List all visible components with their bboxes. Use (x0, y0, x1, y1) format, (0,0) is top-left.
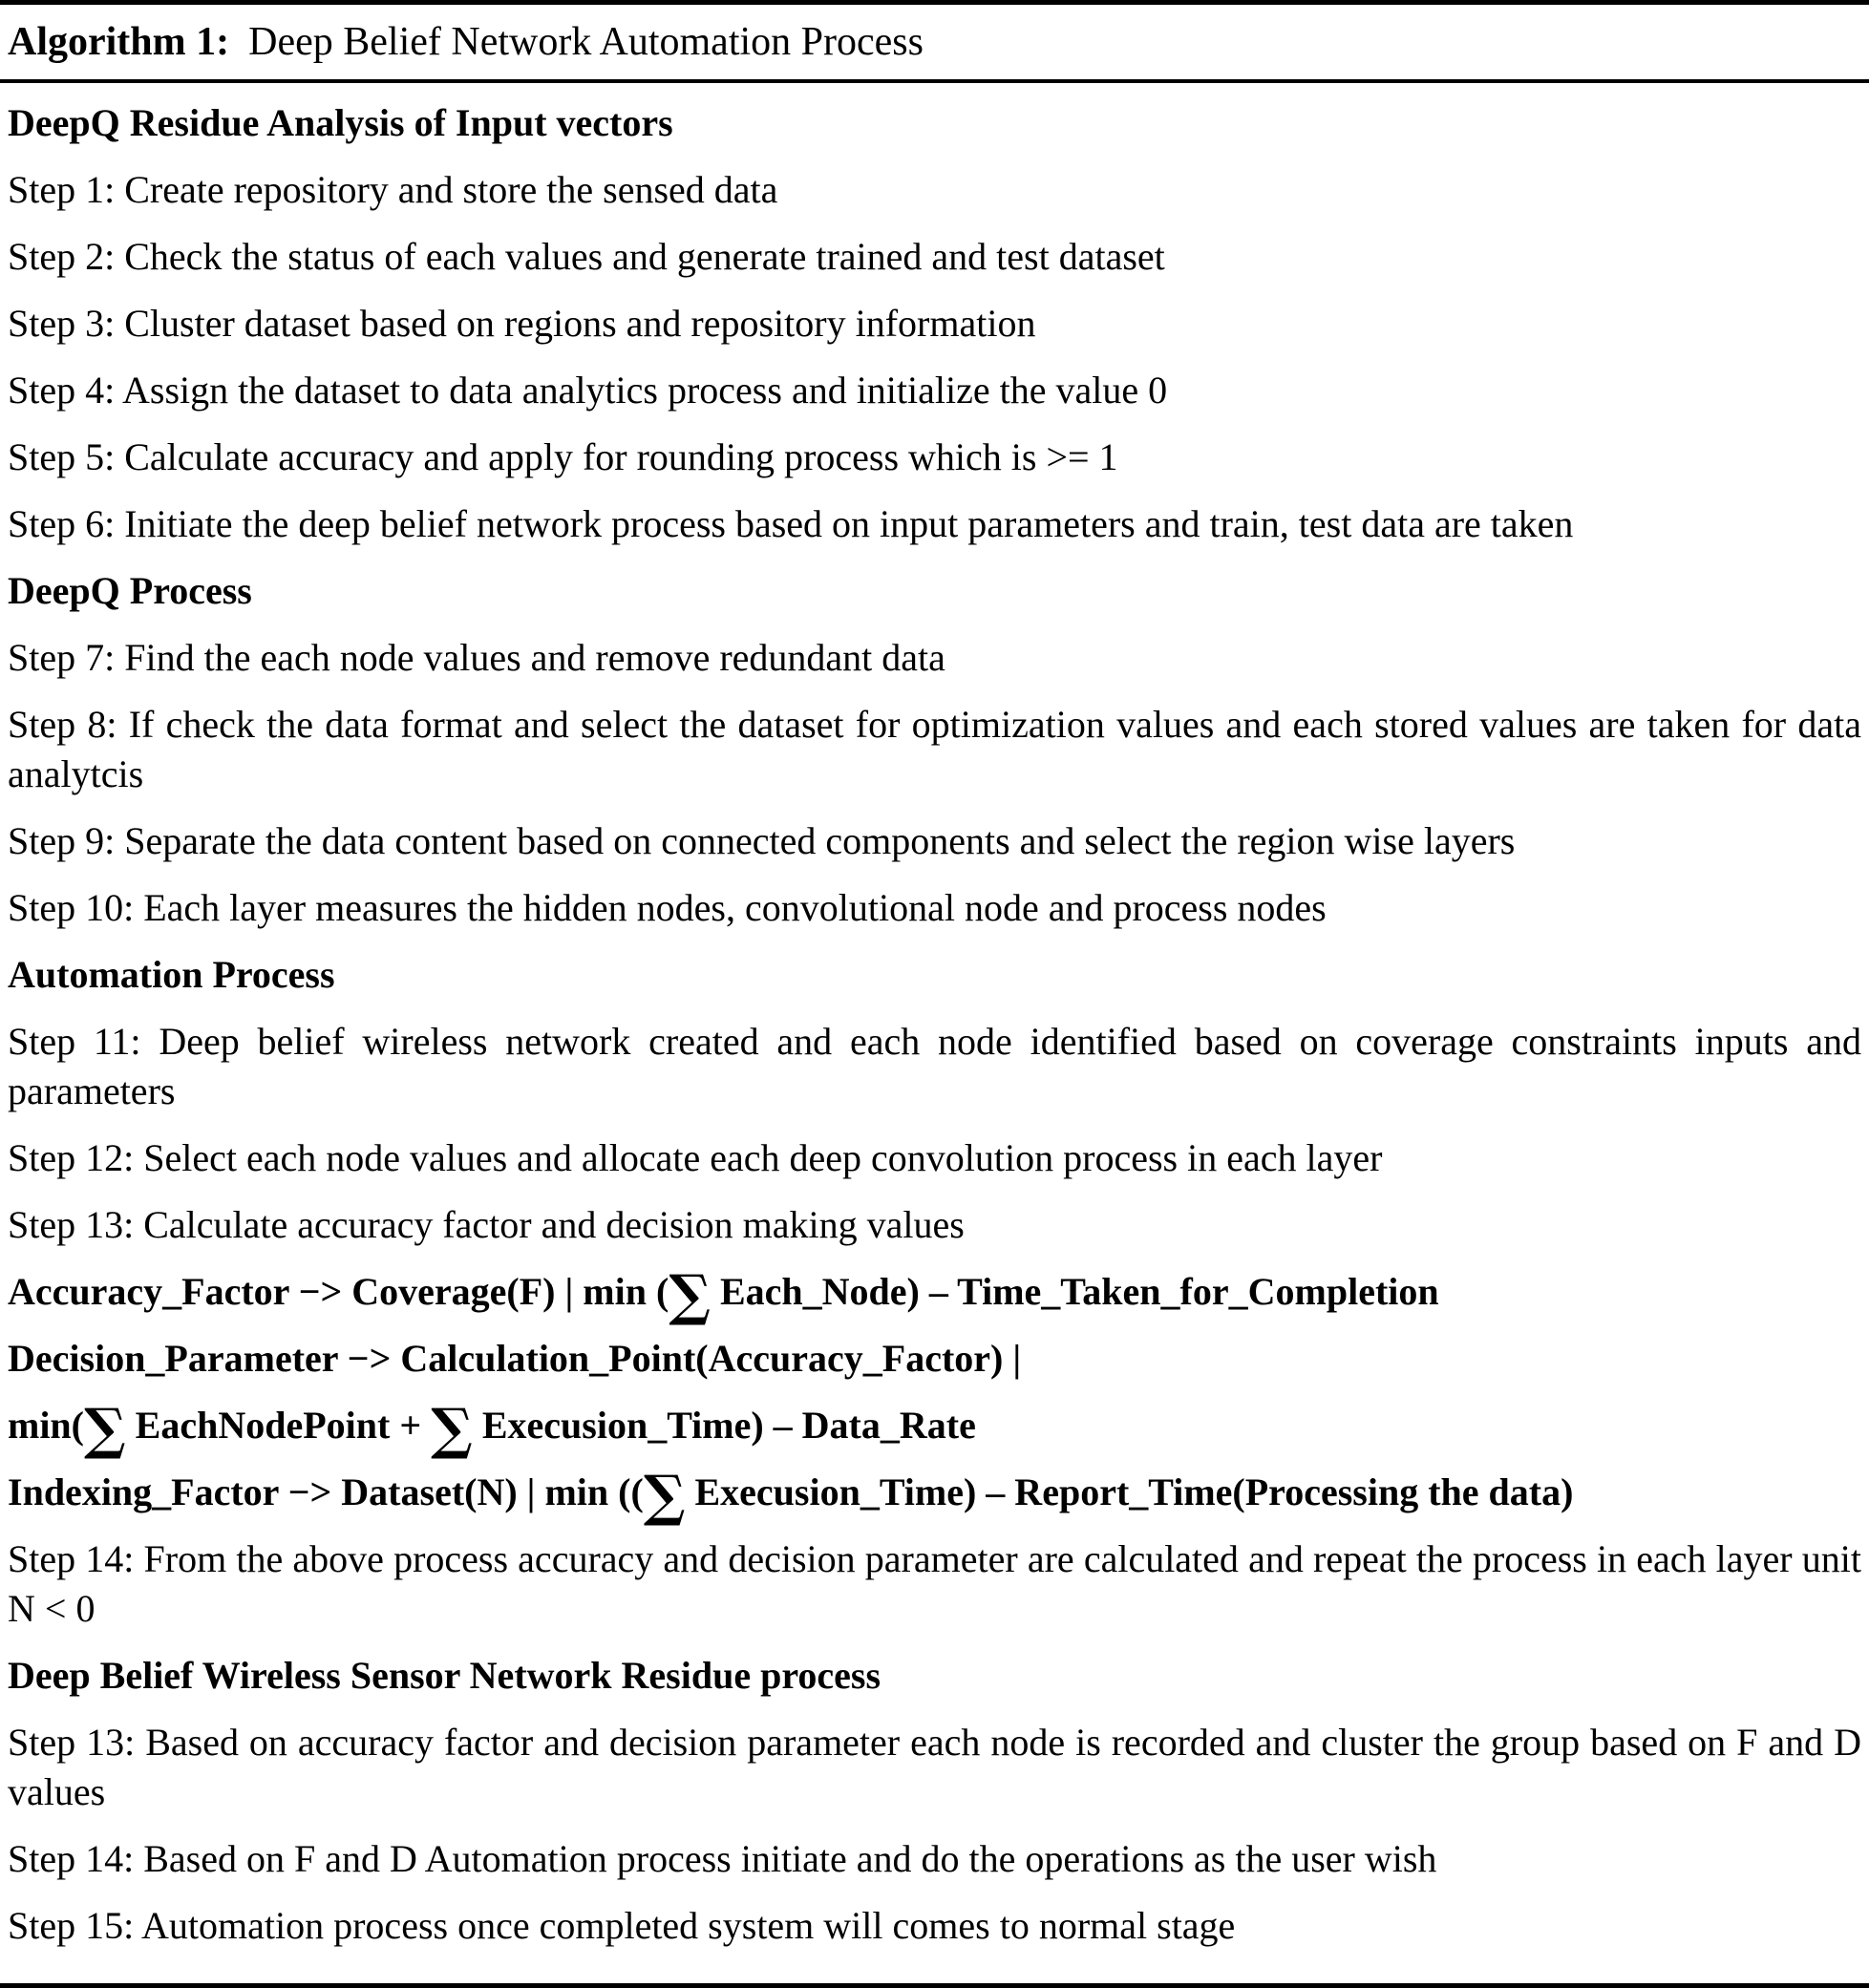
algorithm-step: Step 8: If check the data format and select the dataset for optimization values and each stored values are taken for data analytcis (8, 702, 1861, 795)
algorithm-step: Step 13: Based on accuracy factor and decision parameter each node is recorded and cluster the group based on F and D values (8, 1720, 1861, 1813)
bottom-rule (0, 1983, 1869, 1988)
section-heading: Deep Belief Wireless Sensor Network Residue process (8, 1653, 881, 1697)
algorithm-step: Step 11: Deep belief wireless network created and each node identified based on coverage constraints inputs and parameters (8, 1019, 1861, 1112)
formula-line: Decision_Parameter −> Calculation_Point(Accuracy_Factor) | (8, 1336, 1022, 1380)
summation-icon: ∑ (669, 1261, 711, 1327)
algorithm-step: Step 4: Assign the dataset to data analytics process and initialize the value 0 (8, 368, 1168, 412)
algorithm-step: Step 15: Automation process once completed system will comes to normal stage (8, 1903, 1236, 1947)
section-heading: DeepQ Residue Analysis of Input vectors (8, 100, 673, 144)
algorithm-step: Step 1: Create repository and store the sensed data (8, 167, 778, 211)
formula-line: Accuracy_Factor −> Coverage(F) | min (∑ Each_Node) – Time_Taken_for_Completion (8, 1261, 1439, 1327)
summation-icon: ∑ (643, 1462, 686, 1528)
algorithm-step: Step 14: Based on F and D Automation process initiate and do the operations as the user wish (8, 1836, 1437, 1880)
formula-line: Indexing_Factor −> Dataset(N) | min ((∑ Execusion_Time) – Report_Time(Processing the data) (8, 1462, 1574, 1528)
algorithm-step: Step 12: Select each node values and allocate each deep convolution process in each layer (8, 1135, 1383, 1179)
algorithm-step: Step 3: Cluster dataset based on regions and repository information (8, 301, 1036, 345)
summation-icon: ∑ (84, 1395, 126, 1461)
algorithm-step: Step 2: Check the status of each values and generate trained and test dataset (8, 234, 1165, 278)
formula-line: min(∑ EachNodePoint + ∑ Execusion_Time) – Data_Rate (8, 1395, 976, 1461)
algorithm-step: Step 10: Each layer measures the hidden nodes, convolutional node and process nodes (8, 885, 1327, 929)
algorithm-title: Deep Belief Network Automation Process (248, 20, 924, 64)
algorithm-label: Algorithm 1: (8, 20, 230, 64)
algorithm-step: Step 14: From the above process accuracy and decision parameter are calculated and repeat the process in each layer unit N < 0 (8, 1536, 1861, 1630)
algorithm-body (0, 83, 1869, 1984)
algorithm-step: Step 13: Calculate accuracy factor and decision making values (8, 1202, 965, 1246)
section-heading: Automation Process (8, 952, 335, 996)
algorithm-step: Step 6: Initiate the deep belief network process based on input parameters and train, test data are taken (8, 501, 1574, 545)
algorithm-step: Step 5: Calculate accuracy and apply for rounding process which is >= 1 (8, 434, 1118, 478)
algorithm-step: Step 9: Separate the data content based on connected components and select the region wise layers (8, 818, 1516, 862)
algorithm-caption (0, 5, 1869, 79)
section-heading: DeepQ Process (8, 568, 252, 612)
summation-icon: ∑ (431, 1395, 473, 1461)
algorithm-step: Step 7: Find the each node values and remove redundant data (8, 635, 945, 679)
